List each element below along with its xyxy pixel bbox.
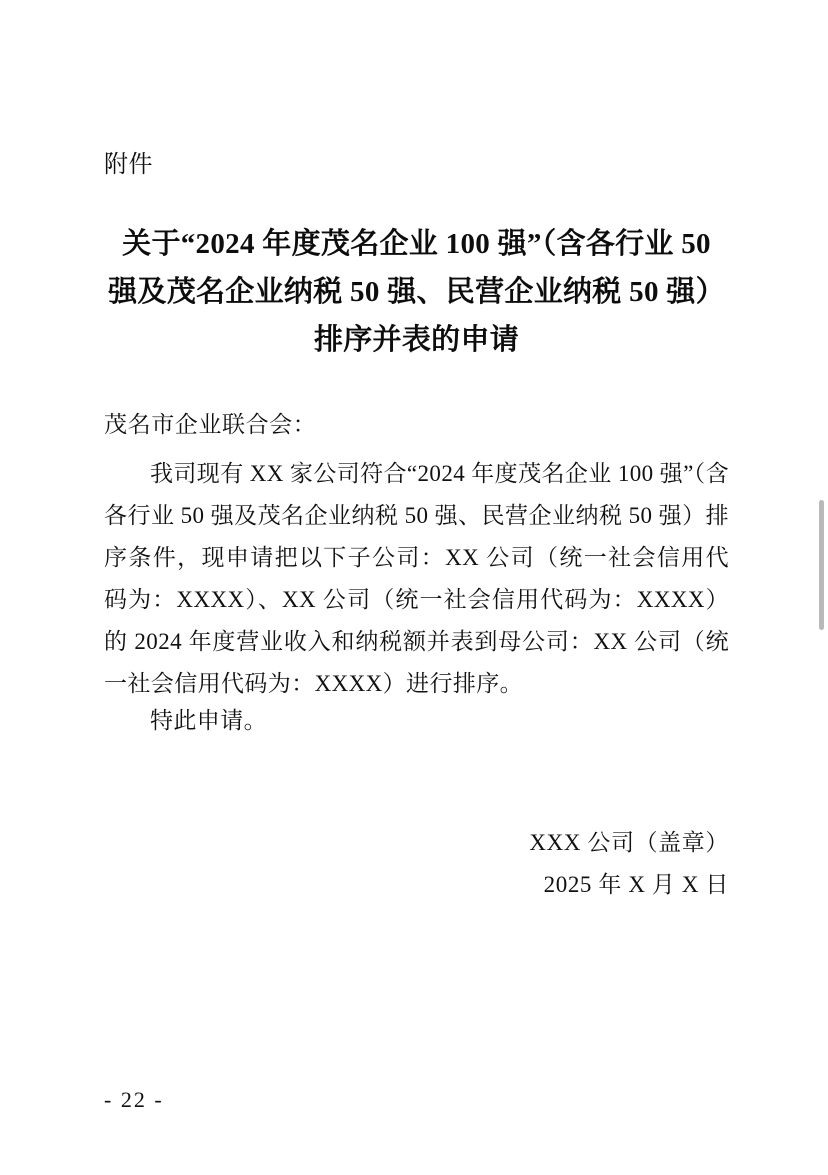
recipient-line: 茂名市企业联合会： <box>104 412 317 437</box>
signature-company: XXX 公司（盖章） <box>529 830 729 855</box>
page-number: - 22 - <box>104 1087 164 1112</box>
document-content <box>104 0 729 1175</box>
attachment-label: 附件 <box>104 152 153 178</box>
page-title: 关于“2024 年度茂名企业 100 强”（含各行业 50 强及茂名企业纳税 50 强、民营企业纳税 50 强）排序并表的申请 <box>108 228 725 356</box>
signature-date: 2025 年 X 月 X 日 <box>543 872 729 897</box>
body-paragraph-2: 特此申请。 <box>150 708 267 733</box>
scrollbar-thumb[interactable] <box>819 500 824 630</box>
body-paragraph-1: 我司现有 XX 家公司符合“2024 年度茂名企业 100 强”（含各行业 50 强及茂名企业纳税 50 强、民营企业纳税 50 强）排序条件，现申请把以下子公司：XX 公司（统一社会信用代码为：XXXX）、XX 公司（统一社会信用代码为：XXXX）的 2024 年度营业收入和纳税额并表到母公司：XX 公司（统一社会信用代码为：XXXX）进行排序。 <box>104 461 729 696</box>
